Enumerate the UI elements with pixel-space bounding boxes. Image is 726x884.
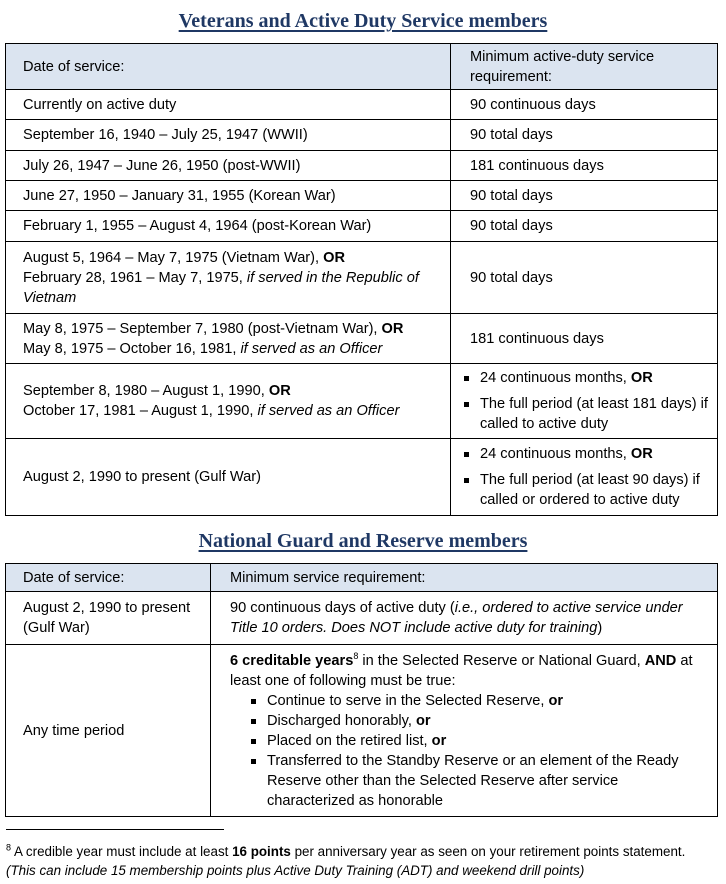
footnote: $^8$ A credible year must include at least 16 points per anniversary year as seen on your retirement points statement. (This can include 15 membership points plus Active Duty Training (ADT) and weekend drill points) (6, 842, 686, 878)
list-item: The full period (at least 181 days) if called to active duty (462, 394, 709, 434)
service-date: Currently on active duty (6, 90, 451, 120)
or-keyword: OR (268, 383, 291, 399)
list-item: Placed on the retired list, or (249, 731, 709, 751)
list-item: 24 continuous months, OR (462, 368, 709, 388)
guard-header-row (6, 564, 718, 592)
table-row (6, 439, 718, 516)
date-line: October 17, 1981 – August 1, 1990, (23, 403, 258, 419)
table-row (6, 592, 718, 645)
or-keyword: OR (630, 446, 653, 462)
service-date: July 26, 1947 – June 26, 1950 (post-WWII) (6, 151, 451, 181)
service-requirement: 90 total days (451, 181, 718, 211)
list-item: 24 continuous months, OR (462, 444, 709, 464)
service-date: February 1, 1955 – August 4, 1964 (post-Korean War) (6, 211, 451, 242)
footnote-divider (6, 829, 224, 830)
veterans-col1-header: Date of service: (6, 44, 451, 90)
service-requirement: 90 continuous days (451, 90, 718, 120)
guard-col1-header: Date of service: (6, 564, 211, 592)
service-requirement: 90 continuous days of active duty (i.e., ordered to active service under Title 10 orders. Does NOT include active duty for training) (211, 592, 718, 645)
requirement-list (462, 444, 709, 510)
table-row (6, 314, 718, 364)
service-date (6, 314, 451, 364)
footnote-marker: 8 (6, 842, 12, 853)
table-row (6, 645, 718, 817)
table-row (6, 242, 718, 314)
service-requirement (451, 439, 718, 516)
veterans-table (5, 43, 718, 516)
service-requirement: 181 continuous days (451, 151, 718, 181)
service-requirement: 90 total days (451, 242, 718, 314)
requirement-intro: 6 creditable years$^8$ in the Selected Reserve or National Guard, AND at least one of following must be true: (230, 650, 693, 689)
service-date: September 16, 1940 – July 25, 1947 (WWII) (6, 120, 451, 151)
table-row (6, 90, 718, 120)
table-row (6, 151, 718, 181)
list-item: Discharged honorably, or (249, 711, 709, 731)
footnote-ref: 8 (353, 650, 359, 661)
guard-section-title: National Guard and Reserve members (198, 530, 528, 552)
requirement-note: i.e., ordered to active service under Title 10 orders. Does NOT include active duty for training (230, 600, 683, 636)
service-requirement (451, 364, 718, 439)
service-requirement: 90 total days (451, 211, 718, 242)
service-requirement (211, 645, 718, 817)
date-line: August 5, 1964 – May 7, 1975 (Vietnam War), (23, 249, 324, 266)
service-date (6, 364, 451, 439)
list-item: Continue to serve in the Selected Reserve, or (249, 691, 709, 711)
date-line: May 8, 1975 – October 16, 1981, (23, 340, 241, 357)
service-requirement: 181 continuous days (451, 314, 718, 364)
service-date: August 2, 1990 to present (Gulf War) (6, 592, 211, 645)
date-condition: if served in the Republic of Vietnam (23, 269, 419, 306)
list-item: The full period (at least 90 days) if called or ordered to active duty (462, 470, 709, 510)
table-row (6, 364, 718, 439)
date-line: September 8, 1980 – August 1, 1990, (23, 383, 269, 399)
table-row (6, 120, 718, 151)
date-condition: if served as an Officer (257, 403, 400, 419)
table-row (6, 181, 718, 211)
veterans-col2-header: Minimum active-duty service requirement: (451, 44, 718, 90)
veterans-section-title: Veterans and Active Duty Service members (178, 10, 548, 32)
footnote-note: (This can include 15 membership points plus Active Duty Training (ADT) and weekend drill points) (6, 863, 585, 878)
guard-table (5, 563, 718, 817)
service-date (6, 242, 451, 314)
guard-col2-header: Minimum service requirement: (211, 564, 718, 592)
date-condition: if served as an Officer (240, 340, 383, 357)
service-date: August 2, 1990 to present (Gulf War) (6, 439, 451, 516)
service-date: Any time period (6, 645, 211, 817)
service-requirement: 90 total days (451, 120, 718, 151)
list-item: Transferred to the Standby Reserve or an element of the Ready Reserve other than the Selected Reserve after service characterized as honorable (249, 751, 709, 811)
requirement-list (249, 691, 709, 811)
requirement-list (462, 368, 709, 434)
date-line: February 28, 1961 – May 7, 1975, (23, 269, 247, 286)
veterans-header-row (6, 44, 718, 90)
or-keyword: OR (323, 249, 346, 266)
or-keyword: OR (381, 320, 404, 337)
date-line: May 8, 1975 – September 7, 1980 (post-Vietnam War), (23, 320, 382, 337)
or-keyword: OR (630, 370, 653, 386)
service-date: June 27, 1950 – January 31, 1955 (Korean War) (6, 181, 451, 211)
table-row (6, 211, 718, 242)
